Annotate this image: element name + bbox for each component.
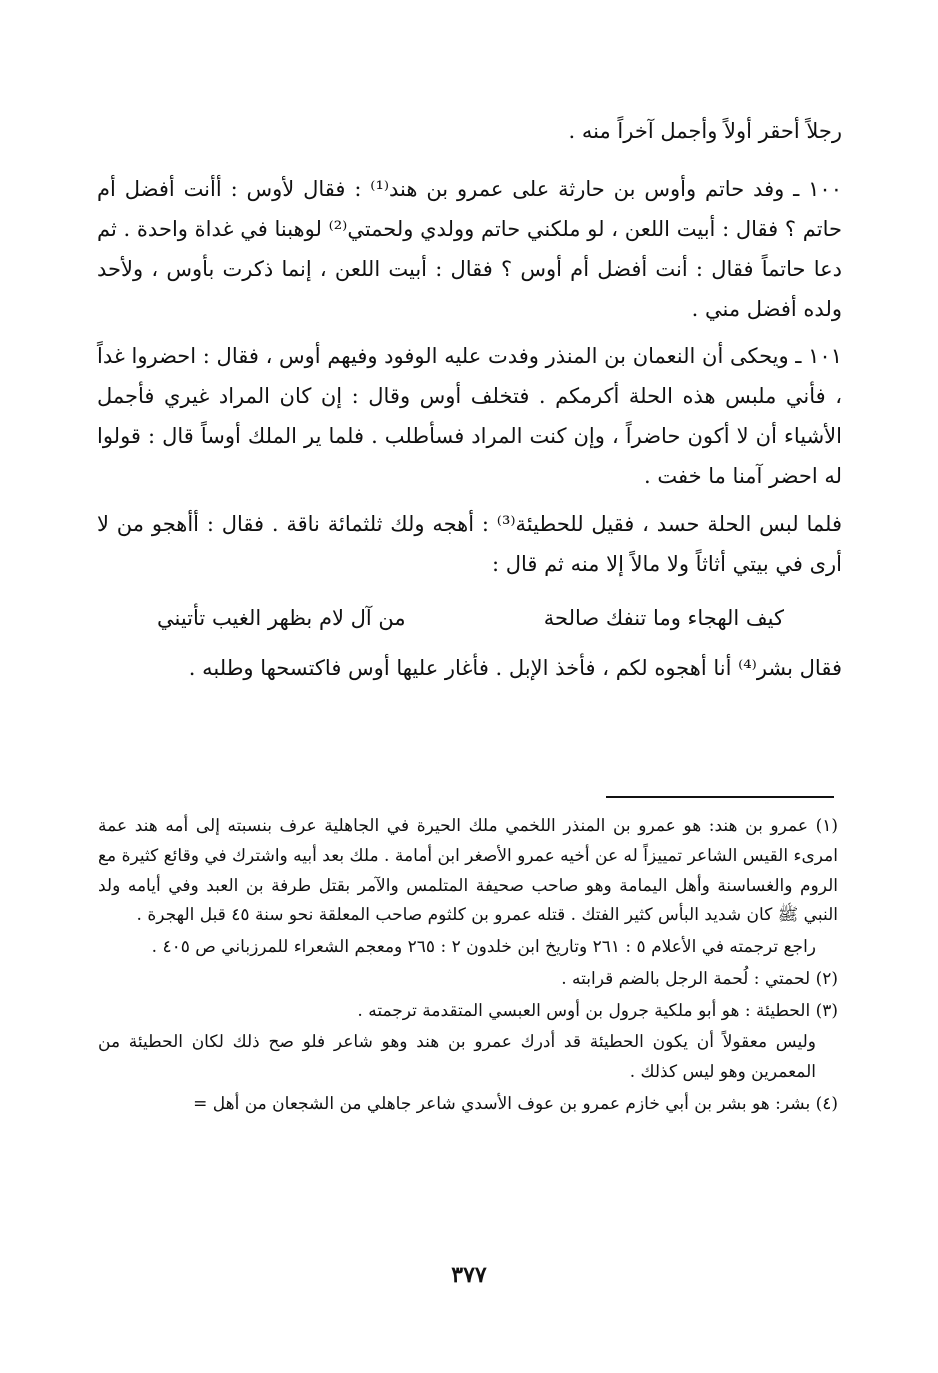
paragraph-continuation: رجلاً أحقر أولاً وأجمل آخراً منه . [568, 119, 842, 143]
footnotes [98, 812, 838, 1122]
verse-first-hemistich: كيف الهجاء وما تنفك صالحة [543, 605, 784, 630]
footnote-1-reference: راجع ترجمته في الأعلام ٥ : ٢٦١ وتاريخ ابن خلدون ٢ : ٢٦٥ ومعجم الشعراء للمرزباني ص ٤٠٥ . [151, 937, 816, 957]
footnote-3: (٣) الحطيئة : هو أبو ملكية جرول بن أوس العبسي المتقدمة ترجمته . [357, 1000, 838, 1021]
footnote-1: (١) عمرو بن هند: هو عمرو بن المنذر اللخمي ملك الحيرة في الجاهلية عرف بنسبته إلى أمه هند عمة امرىء القيس الشاعر تمييزاً له عن أخيه عمرو الأصغر ابن أمامة . ملك بعد أبيه واشترك في وقائع كثيرة مع الروم والغساسنة وأهل اليمامة وهو صاحب صحيفة المتلمس والآمر بقتل طرفة بن العبد وفي أيامه ولد النبي ﷺ كان شديد البأس كثير الفتك . قتله عمرو بن كلثوم صاحب المعلقة نحو سنة ٤٥ قبل الهجرة . [98, 816, 838, 926]
paragraph-hutayah: فلما لبس الحلة حسد ، فقيل للحطيئة⁽³⁾ : أهجه ولك ثلثمائة ناقة . فقال : أأهجو من لا أرى في بيتي أثاثاً ولا مالاً إلا منه ثم قال : [97, 512, 842, 576]
footnote-2: (٢) لحمتي : لُحمة الرجل بالضم قرابته . [561, 968, 838, 989]
paragraph-100: ١٠٠ ـ وفد حاتم وأوس بن حارثة على عمرو بن هند⁽¹⁾ : فقال لأوس : أأنت أفضل أم حاتم ؟ فقال : أبيت اللعن ، لو ملكني حاتم وولدي ولحمتي⁽²⁾ لوهبنا في غداة واحدة . ثم دعا حاتماً فقال : أنت أفضل أم أوس ؟ فقال : أبيت اللعن ، إنما ذكرت بأوس ، ولأحد ولده أفضل مني . [97, 176, 842, 321]
page-number: ٣٧٧ [451, 1262, 487, 1288]
verse-second-hemistich: من آل لام بظهر الغيب تأتيني [157, 605, 406, 630]
footnote-4: (٤) بشر: هو بشر بن أبي خازم عمرو بن عوف الأسدي شاعر جاهلي من الشجعان من أهل = [193, 1093, 838, 1114]
paragraph-101: ١٠١ ـ ويحكى أن النعمان بن المنذر وفدت عليه الوفود وفيهم أوس ، فقال : احضروا غداً ، فأني ملبس هذه الحلة أكرمكم . فتخلف أوس وقال : إن كان المراد غيري فأجمل الأشياء أن لا أكون حاضراً ، وإن كنت المراد فسأطلب . فلما ير الملك أوساً قال : قولوا له احضر آمنا ما خفت . [97, 344, 842, 489]
body-text [97, 112, 842, 697]
footnote-3-note: وليس معقولاً أن يكون الحطيئة قد أدرك عمرو بن هند وهو شاعر فلو صح ذلك لكان الحطيئة من المعمرين وهو ليس كذلك . [98, 1032, 816, 1082]
poetry-verse [97, 599, 842, 639]
footnote-divider [606, 796, 834, 798]
paragraph-bishr: فقال بشر⁽⁴⁾ أنا أهجوه لكم ، فأخذ الإبل . فأغار عليها أوس فاكتسحها وطلبه . [188, 655, 842, 680]
